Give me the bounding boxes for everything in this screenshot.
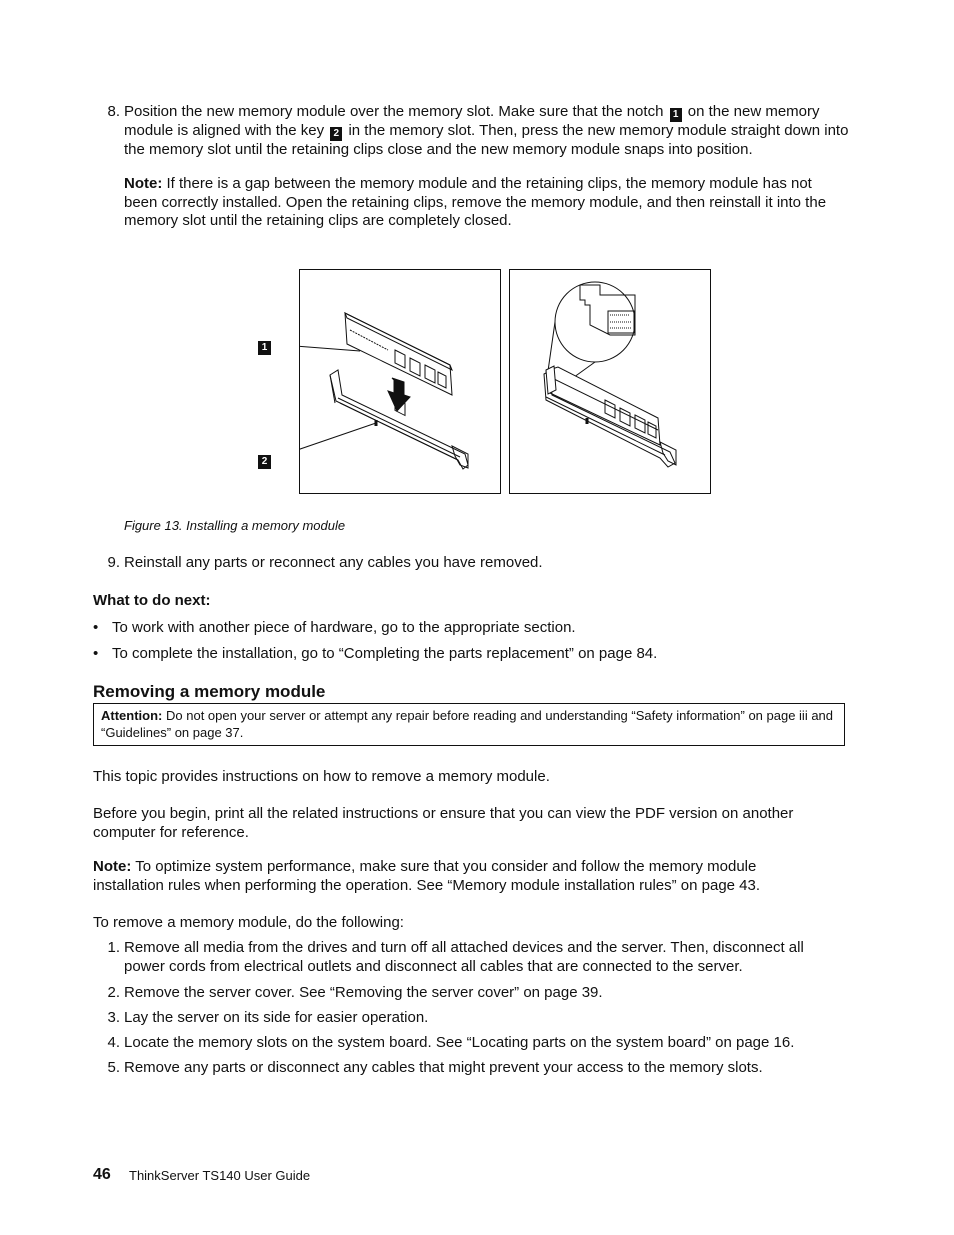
attention-box (93, 703, 845, 746)
note-text: To optimize system performance, make sure that you consider and follow the memory module installation rules when performing the operation. See “Memory module installation rules” on page 43. (93, 858, 761, 894)
next-heading: What to do next: (93, 592, 211, 609)
section-intro: This topic provides instructions on how to remove a memory module. (93, 768, 550, 785)
remove-step: 1. Remove all media from the drives and turn off all attached devices and the server. Then, disconnect all power cords from electrical outlets and disconnect all cables that are connected to the server. (107, 939, 804, 975)
section-note (93, 858, 813, 895)
step-9 (100, 554, 850, 573)
section-before: Before you begin, print all the related instructions or ensure that you can view the PDF version on another computer for reference. (93, 805, 794, 841)
step-9-text: Reinstall any parts or reconnect any cables you have removed. (124, 554, 543, 571)
step-8-text: Position the new memory module over the memory slot. Make sure that the notch 1 on the new memory module is aligned with the key 2 in the memory slot. Then, press the new memory module straight down into the memory slot until the retaining clips close and the new memory module snaps into position. (124, 103, 849, 158)
figure-callout-1: 1 (258, 341, 271, 355)
next-list-item: • To work with another piece of hardware, go to the appropriate section. (93, 619, 576, 636)
page-number: 46 (93, 1166, 111, 1183)
step-8 (100, 103, 850, 160)
remove-step: 2. Remove the server cover. See “Removing the server cover” on page 39. (107, 984, 603, 1001)
step-number: 9. (107, 554, 120, 571)
memory-module-align-illustration (300, 270, 500, 493)
remove-step: 4. Locate the memory slots on the system board. See “Locating parts on the system board” on page 16. (107, 1034, 795, 1051)
figure-panel-left (299, 269, 501, 494)
note-label: Note: (124, 175, 163, 192)
step-8-note (124, 175, 839, 231)
note-text: If there is a gap between the memory module and the retaining clips, the memory module has not been correctly installed. Open the retaining clips, remove the memory module, and then reinstall it into the memory slot until the retaining clips are completely closed. (124, 175, 827, 230)
callout-badge-1: 1 (670, 108, 682, 122)
section-title: Removing a memory module (93, 682, 326, 701)
attention-text: Do not open your server or attempt any repair before reading and understanding “Safety information” on page iii and “Guidelines” on page 37. (101, 708, 834, 740)
section-lead: To remove a memory module, do the following: (93, 914, 404, 931)
figure-caption: Figure 13. Installing a memory module (124, 518, 346, 533)
bullet-icon: • (93, 619, 99, 636)
figure-callout-2: 2 (258, 455, 271, 469)
remove-step: 3. Lay the server on its side for easier operation. (107, 1009, 429, 1026)
remove-step: 5. Remove any parts or disconnect any cables that might prevent your access to the memory slots. (107, 1059, 763, 1076)
bullet-icon: • (93, 645, 99, 662)
figure-panel-right (509, 269, 711, 494)
next-list-item: • To complete the installation, go to “Completing the parts replacement” on page 84. (93, 645, 658, 662)
step-number: 8. (107, 103, 120, 120)
note-label: Note: (93, 858, 132, 875)
footer-title: ThinkServer TS140 User Guide (129, 1168, 311, 1183)
attention-label: Attention: (101, 708, 163, 723)
callout-badge-2: 2 (330, 127, 342, 141)
memory-module-installed-illustration (510, 270, 710, 493)
